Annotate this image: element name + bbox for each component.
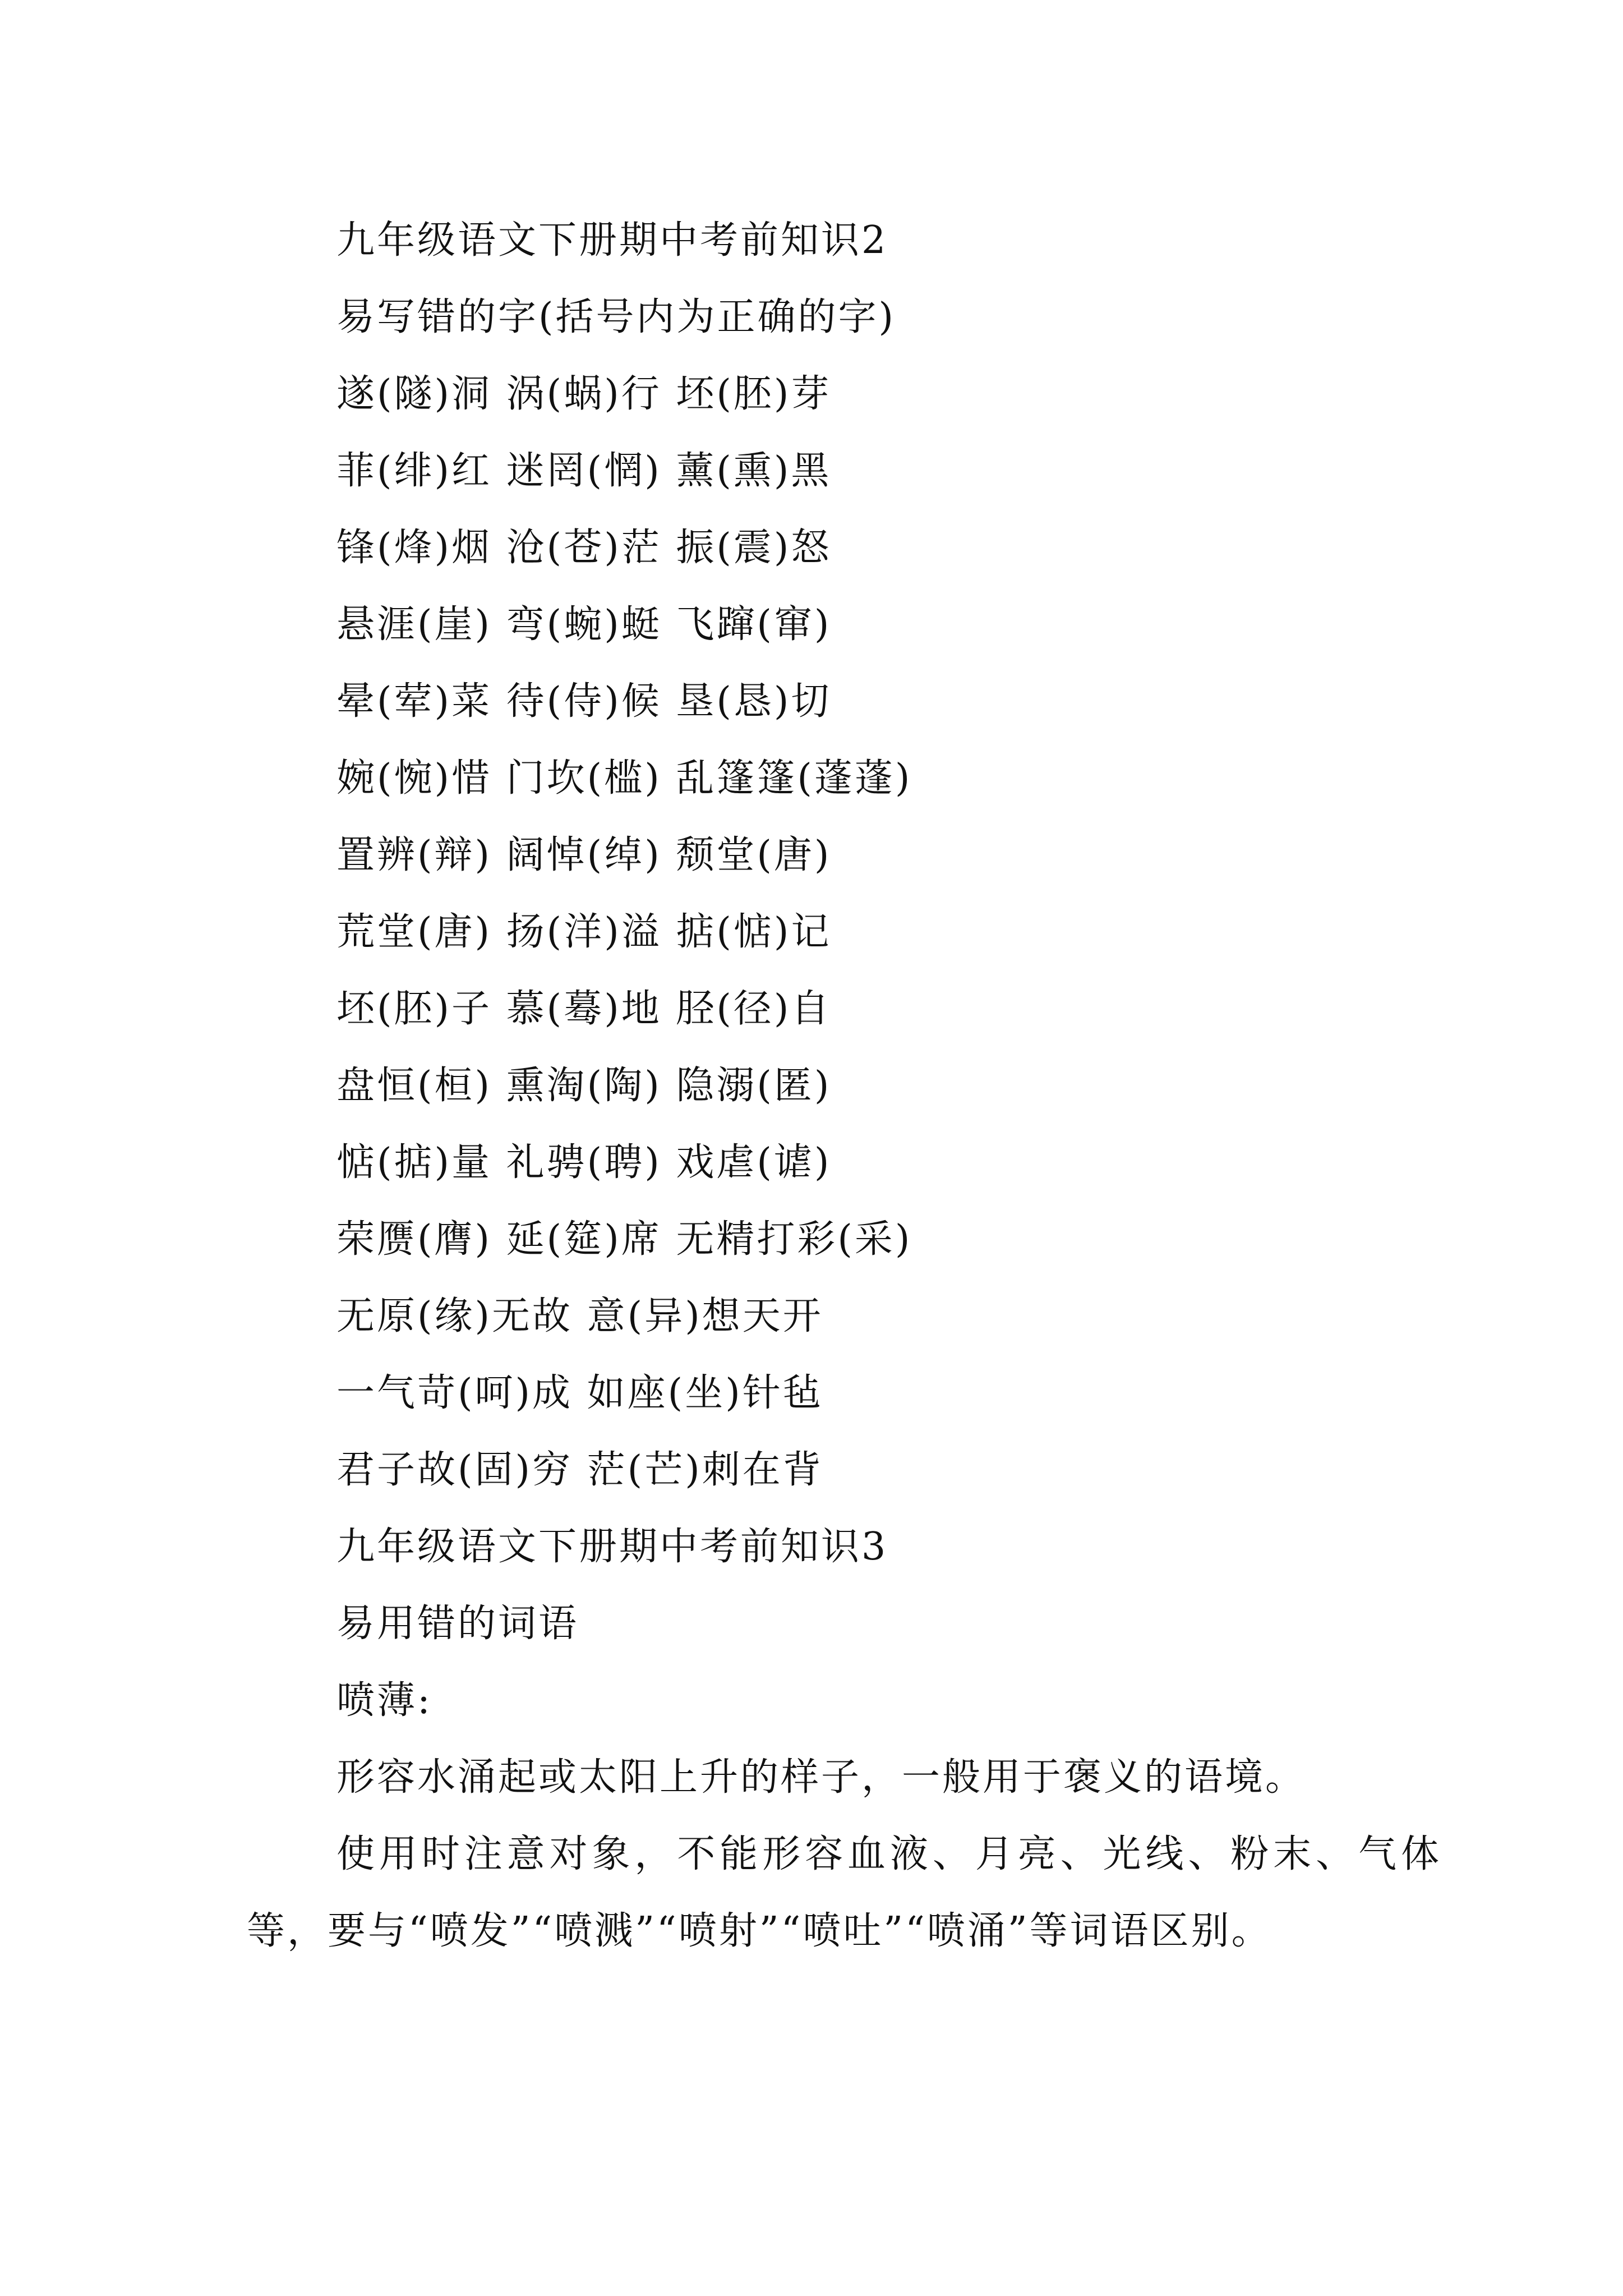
section-heading-3: 九年级语文下册期中考前知识3 — [336, 1525, 888, 1569]
section-heading-2: 九年级语文下册期中考前知识2 — [336, 218, 888, 263]
word-row: 惦(掂)量 礼骋(聘) 戏虐(谑) — [336, 1140, 832, 1185]
word-row: 锋(烽)烟 沧(苍)茫 振(震)怒 — [336, 526, 832, 570]
word-row: 菲(绯)红 迷罔(惘) 薰(熏)黑 — [336, 449, 832, 493]
document-body — [247, 202, 1441, 1970]
word-row: 遂(隧)洞 涡(蜗)行 坯(胚)芽 — [336, 372, 832, 416]
word-row: 一气苛(呵)成 如座(坐)针毡 — [336, 1371, 823, 1415]
word-row: 婉(惋)惜 门坎(槛) 乱篷篷(蓬蓬) — [336, 756, 912, 800]
definition-paragraph: 形容水涌起或太阳上升的样子，一般用于褒义的语境。 — [336, 1755, 1306, 1800]
word-row: 坯(胚)子 慕(蓦)地 胫(径)自 — [336, 987, 832, 1031]
usage-note-paragraph: 使用时注意对象，不能形容血液、月亮、光线、粉末、气体等，要与“喷发”“喷溅”“喷射”“喷吐”“喷涌”等词语区别。 — [247, 1832, 1441, 1953]
word-row: 晕(荤)菜 待(侍)候 垦(恳)切 — [336, 679, 832, 724]
word-row: 荒堂(唐) 扬(洋)溢 掂(惦)记 — [336, 910, 832, 954]
subheading-misused-words: 易用错的词语 — [336, 1602, 579, 1646]
word-row: 悬涯(崖) 弯(蜿)蜓 飞蹿(窜) — [336, 602, 832, 647]
term-heading: 喷薄: — [336, 1678, 432, 1723]
word-row: 置辨(辩) 阔悼(绰) 颓堂(唐) — [336, 833, 832, 877]
word-row: 荣赝(膺) 延(筵)席 无精打彩(采) — [336, 1217, 912, 1262]
word-row: 盘恒(桓) 熏淘(陶) 隐溺(匿) — [336, 1064, 832, 1108]
word-row: 无原(缘)无故 意(异)想天开 — [336, 1294, 823, 1338]
word-row: 君子故(固)穷 茫(芒)刺在背 — [336, 1448, 823, 1492]
subheading-misspelled-characters: 易写错的字(括号内为正确的字) — [336, 295, 896, 339]
